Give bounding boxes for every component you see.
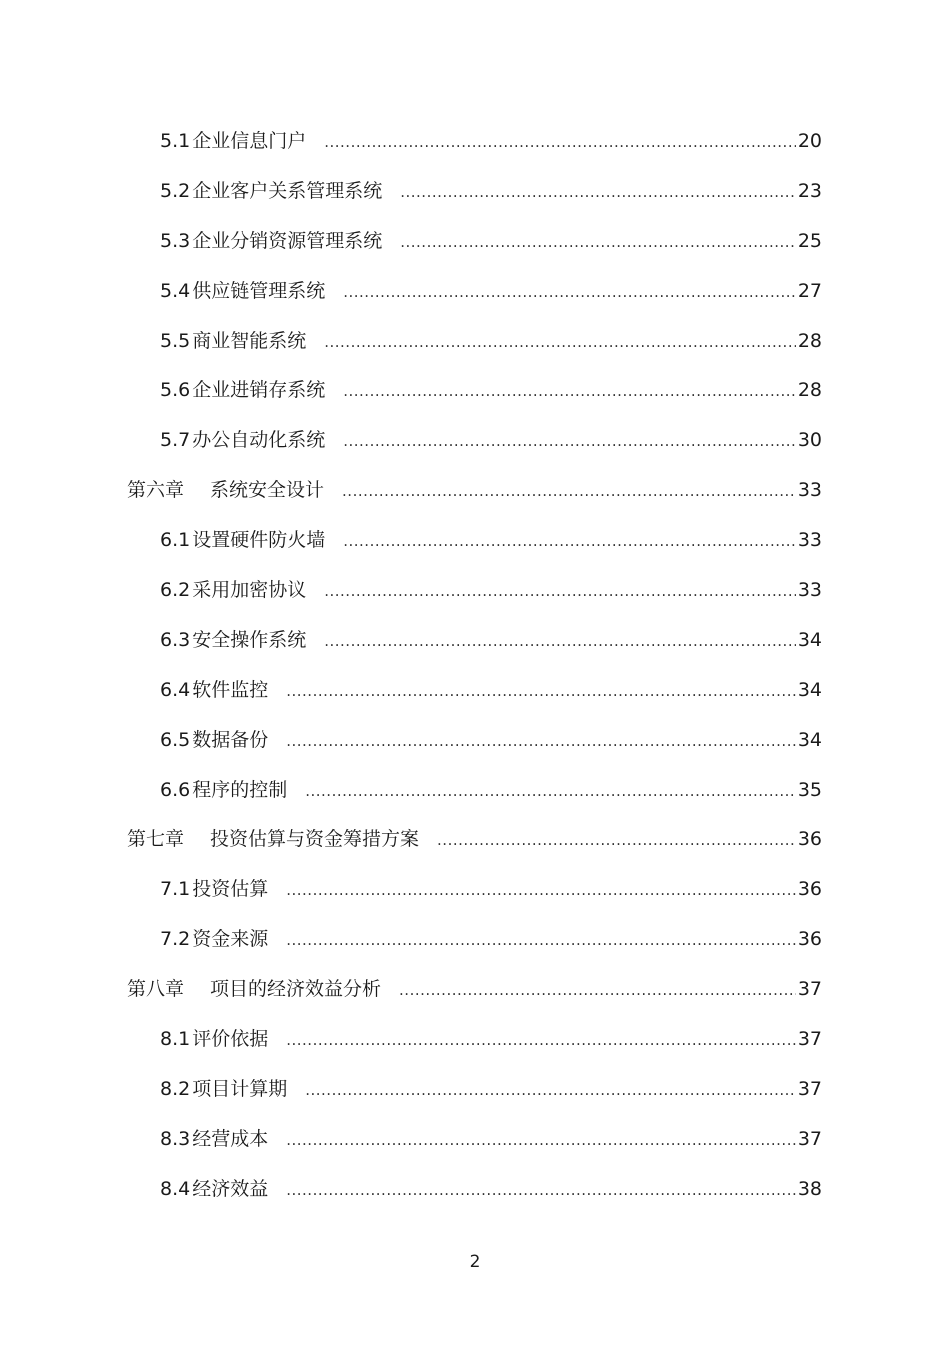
toc-entry-number: 第六章	[127, 479, 185, 502]
toc-entry-page: 37	[797, 978, 822, 1001]
dot-leader	[324, 567, 796, 617]
toc-entry-number: 6.1	[160, 529, 191, 552]
toc-section-entry[interactable]	[0, 1015, 950, 1065]
toc-entry-number: 第七章	[127, 828, 185, 851]
dot-leader	[437, 816, 796, 866]
toc-entry-page: 20	[797, 130, 822, 152]
dot-leader	[343, 268, 796, 318]
toc-entry-page: 38	[797, 1177, 822, 1200]
toc-entry-title	[160, 217, 382, 267]
toc-section-entry[interactable]	[0, 1115, 950, 1165]
toc-section-entry[interactable]	[0, 666, 950, 716]
toc-entry-number: 7.1	[160, 878, 191, 901]
toc-entry-page: 36	[797, 878, 822, 901]
toc-entry-number: 8.1	[160, 1028, 191, 1051]
toc-entry-page: 37	[797, 1028, 822, 1051]
toc-chapter-entry[interactable]	[0, 466, 950, 516]
toc-entry-label: 系统安全设计	[210, 479, 325, 502]
toc-entry-label: 商业智能系统	[192, 329, 307, 352]
toc-entry-label: 评价依据	[192, 1028, 269, 1051]
toc-entry-page: 28	[797, 379, 822, 402]
toc-entry-title	[160, 1015, 268, 1065]
toc-entry-page: 33	[797, 479, 822, 502]
toc-entry-title	[160, 1165, 268, 1215]
toc-entry-label: 投资估算	[192, 878, 269, 901]
toc-entry-page: 37	[797, 1077, 822, 1100]
toc-entry-label: 数据备份	[192, 728, 269, 751]
toc-entry-label: 项目的经济效益分析	[210, 978, 382, 1001]
toc-section-entry[interactable]	[0, 766, 950, 816]
toc-entry-label: 供应链管理系统	[192, 279, 326, 302]
toc-entry-label: 软件监控	[192, 678, 269, 701]
toc-entry-page: 35	[797, 778, 822, 801]
toc-entry-page: 36	[797, 928, 822, 951]
toc-entry-label: 经济效益	[192, 1177, 269, 1200]
toc-section-entry[interactable]	[0, 566, 950, 616]
dot-leader	[343, 367, 796, 417]
toc-entry-title	[127, 466, 324, 516]
toc-entry-number: 5.3	[160, 229, 191, 252]
toc-section-entry[interactable]	[0, 167, 950, 217]
toc-entry-page: 27	[797, 279, 822, 302]
toc-section-entry[interactable]	[0, 267, 950, 317]
toc-entry-title	[160, 666, 268, 716]
toc-section-entry[interactable]	[0, 616, 950, 666]
toc-entry-title	[160, 117, 306, 167]
toc-entry-title	[160, 267, 325, 317]
toc-entry-page: 30	[797, 429, 822, 452]
toc-entry-title	[160, 915, 268, 965]
toc-entry-page: 28	[797, 329, 822, 352]
toc-entry-label: 安全操作系统	[192, 628, 307, 651]
toc-entry-title	[160, 566, 306, 616]
toc-entry-label: 设置硬件防火墙	[192, 529, 326, 552]
toc-entry-label: 采用加密协议	[192, 579, 307, 602]
toc-entry-number: 6.3	[160, 628, 191, 651]
toc-entry-title	[160, 1065, 287, 1115]
page-number: 2	[469, 1252, 481, 1272]
dot-leader	[324, 617, 796, 667]
toc-entry-page: 37	[797, 1127, 822, 1150]
dot-leader	[286, 1016, 796, 1066]
toc-entry-number: 7.2	[160, 928, 191, 951]
toc-section-entry[interactable]	[0, 865, 950, 915]
dot-leader	[400, 218, 796, 268]
dot-leader	[400, 168, 796, 218]
toc-section-entry[interactable]	[0, 1065, 950, 1115]
toc-entry-label: 企业分销资源管理系统	[192, 229, 383, 252]
toc-entry-number: 8.2	[160, 1077, 191, 1100]
toc-entry-title	[160, 167, 382, 217]
toc-section-entry[interactable]	[0, 516, 950, 566]
toc-entry-number: 6.6	[160, 778, 191, 801]
toc-entry-title	[127, 965, 381, 1015]
dot-leader	[286, 1166, 796, 1216]
toc-entry-title	[160, 865, 268, 915]
dot-leader	[324, 318, 796, 368]
toc-entry-number: 8.3	[160, 1127, 191, 1150]
toc-entry-label: 资金来源	[192, 928, 269, 951]
toc-entry-page: 23	[797, 179, 822, 202]
toc-entry-label: 项目计算期	[192, 1077, 288, 1100]
toc-entry-number: 5.7	[160, 429, 191, 452]
toc-entry-number: 5.5	[160, 329, 191, 352]
dot-leader	[286, 916, 796, 966]
toc-entry-label: 企业进销存系统	[192, 379, 326, 402]
dot-leader	[399, 966, 796, 1016]
toc-entry-title	[160, 366, 325, 416]
toc-entry-number: 6.2	[160, 579, 191, 602]
toc-entry-title	[160, 616, 306, 666]
toc-entry-number: 6.5	[160, 728, 191, 751]
toc-entry-title	[160, 766, 287, 816]
toc-chapter-entry[interactable]	[0, 815, 950, 865]
toc-entry-page: 34	[797, 678, 822, 701]
toc-entry-label: 投资估算与资金筹措方案	[210, 828, 420, 851]
toc-section-entry[interactable]	[0, 366, 950, 416]
toc-section-entry[interactable]	[0, 416, 950, 466]
dot-leader	[343, 417, 796, 467]
toc-entry-title	[160, 716, 268, 766]
toc-entry-page: 33	[797, 529, 822, 552]
dot-leader	[286, 717, 796, 767]
toc-chapter-entry[interactable]	[0, 965, 950, 1015]
toc-entry-number: 第八章	[127, 978, 185, 1001]
toc-entry-label: 办公自动化系统	[192, 429, 326, 452]
dot-leader	[305, 1066, 796, 1116]
toc-section-entry[interactable]	[0, 117, 950, 167]
toc-entry-title	[127, 815, 419, 865]
toc-entry-title	[160, 416, 325, 466]
toc-entry-label: 企业客户关系管理系统	[192, 179, 383, 202]
toc-section-entry[interactable]	[0, 317, 950, 367]
toc-section-entry[interactable]	[0, 217, 950, 267]
toc-entry-label: 企业信息门户	[192, 130, 307, 152]
dot-leader	[324, 118, 796, 168]
toc-entry-page: 33	[797, 579, 822, 602]
toc-entry-page: 36	[797, 828, 822, 851]
toc-section-entry[interactable]	[0, 915, 950, 965]
toc-entry-number: 5.4	[160, 279, 191, 302]
dot-leader	[286, 667, 796, 717]
toc-section-entry[interactable]	[0, 1165, 950, 1215]
table-of-contents	[0, 117, 950, 1215]
toc-entry-number: 6.4	[160, 678, 191, 701]
toc-entry-number: 8.4	[160, 1177, 191, 1200]
toc-entry-title	[160, 317, 306, 367]
dot-leader	[305, 767, 796, 817]
toc-entry-page: 34	[797, 628, 822, 651]
toc-entry-number: 5.2	[160, 179, 191, 202]
toc-entry-title	[160, 1115, 268, 1165]
toc-entry-number: 5.6	[160, 379, 191, 402]
toc-entry-page: 34	[797, 728, 822, 751]
toc-section-entry[interactable]	[0, 716, 950, 766]
dot-leader	[286, 866, 796, 916]
toc-entry-title	[160, 516, 325, 566]
dot-leader	[342, 467, 796, 517]
toc-entry-label: 程序的控制	[192, 778, 288, 801]
dot-leader	[286, 1116, 796, 1166]
dot-leader	[343, 517, 796, 567]
toc-entry-label: 经营成本	[192, 1127, 269, 1150]
toc-entry-number: 5.1	[160, 130, 191, 152]
toc-entry-page: 25	[797, 229, 822, 252]
